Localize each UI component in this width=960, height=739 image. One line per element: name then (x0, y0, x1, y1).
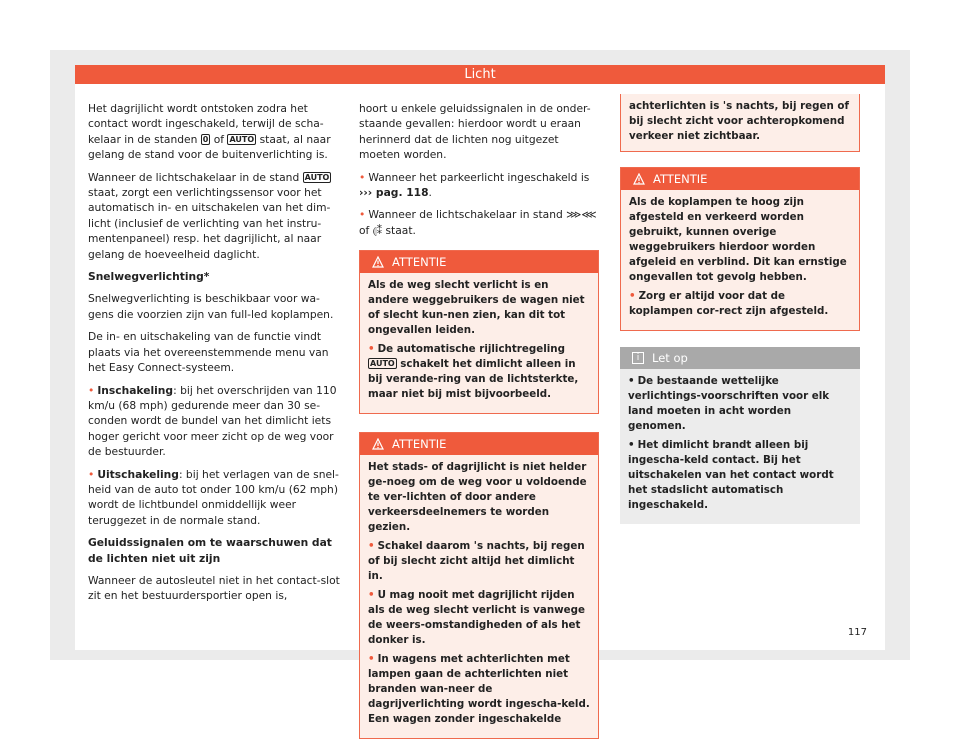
page-number: 117 (847, 627, 867, 638)
paragraph: Snelwegverlichting is beschikbaar voor wa-gens die voorzien zijn van full-led koplampen. (88, 292, 334, 321)
bullet-item: • U mag nooit met dagrijlicht rijden als de weg slecht verlicht is vanwege de weers-omstandigheden of als het donker is. (368, 589, 586, 647)
bullet-item: • Zorg er altijd voor dat de koplampen cor-rect zijn afgesteld. (629, 290, 829, 317)
bullet-item: • Het dimlicht brandt alleen bij ingescha-keld contact. Bij het uitschakelen van het contact wordt het stadslicht automatisch ingeschakeld. (628, 439, 834, 511)
bullet-icon: • (88, 467, 95, 481)
bullet-item: • Uitschakeling: bij het verlagen van de snel-heid van de auto tot onder 100 km/u (62 mph) wordt de lichtbundel onmiddellijk weer teruggezet in de normale stand. (88, 467, 339, 527)
bullet-icon: • (368, 589, 375, 602)
section-header: Licht (75, 65, 885, 84)
warning-box-header: ATTENTIE (621, 168, 859, 190)
manual-page (75, 65, 885, 726)
heading-snelwegverlichting: Snelwegverlichting* (88, 270, 210, 284)
warning-box-body: Het stads- of dagrijlicht is niet helder ge-noeg om de weg voor u voldoende te ver-lichten of door andere verkeersdeelnemers te worden gezien. • Schakel daarom 's nachts, bij regen of bij slecht zicht altijd het dimlicht in. • U mag nooit met dagrijlicht rijden als de weg slecht verlicht is vanwege de weers-omstandigheden of als het donker is. • In wagens met achterlichten met lampen gaan de achterlichten niet branden wan-neer de dagrijverlichting wordt ingescha-keld. Een wagen zonder ingeschakelde (368, 461, 590, 726)
warning-box-body: Als de weg slecht verlicht is en andere weggebruikers de wagen niet of slecht kun-nen zien, kan dit tot ongevallen leiden. • De automatische rijlichtregeling AUTO schakelt het dimlicht alleen in bij verande-ring van de lichtsterkte, maar niet bij mist bijvoorbeeld. (360, 273, 598, 413)
info-icon: i (632, 352, 644, 364)
auto-symbol: AUTO (229, 134, 255, 144)
paragraph: De in- en uitschakeling van de functie vindt plaats via het overeenstemmende menu van het Easy Connect-systeem. (88, 330, 329, 375)
paragraph: hoort u enkele geluidssignalen in de onder-staande gevallen: hierdoor wordt u eraan herinnerd dat de lichten nog uitgezet moeten worden. (359, 102, 591, 162)
column-2 (359, 101, 599, 739)
position-0-symbol: 0 (202, 134, 209, 144)
bullet-item: • Wanneer de lichtschakelaar in stand ⋙⋘ of ⦇⁑ staat. (359, 208, 597, 237)
warning-triangle-icon (372, 438, 384, 450)
warning-box-header: ATTENTIE (360, 433, 598, 455)
bullet-icon: • (628, 439, 635, 451)
bullet-icon: • (628, 375, 635, 387)
column-3 (620, 94, 860, 524)
warning-box-body: Als de koplampen te hoog zijn afgesteld en verkeerd worden gebruikt, kunnen overige weggebruikers hierdoor worden afgeleid en verblind. Dit kan ernstige ongevallen tot gevolg hebben. • Zorg er altijd voor dat de koplampen cor-rect zijn afgesteld. (621, 190, 859, 330)
warning-box-header: ATTENTIE (360, 251, 598, 273)
warning-box (620, 167, 860, 331)
bullet-item: • In wagens met achterlichten met lampen gaan de achterlichten niet branden wan-neer de dagrijverlichting wordt ingescha-keld. Een wagen zonder ingeschakelde (368, 653, 590, 726)
note-box (620, 347, 860, 524)
bullet-icon: • (629, 290, 636, 302)
bullet-icon: • (368, 540, 375, 553)
page-reference-link[interactable]: ››› pag. 118 (359, 186, 429, 200)
bullet-icon: • (359, 170, 366, 184)
column-1 (88, 101, 343, 611)
bullet-icon: • (368, 343, 375, 356)
bullet-icon: • (88, 383, 95, 397)
note-box-body (620, 369, 860, 524)
warning-box (359, 432, 599, 739)
warning-triangle-icon (372, 256, 384, 268)
bullet-icon: • (359, 208, 366, 222)
paragraph: Wanneer de autosleutel niet in het contact-slot zit en het bestuurdersportier open is, (88, 573, 340, 603)
paragraph: Het dagrijlicht wordt ontstoken zodra het contact wordt ingeschakeld, terwijl de scha-kelaar in de standen 0 of AUTO staat, al naar gelang de stand voor de buitenverlichting is. (88, 102, 331, 162)
heading-geluidssignalen: Geluidssignalen om te waarschuwen dat de lichten niet uit zijn (88, 536, 332, 565)
bullet-item: • Wanneer het parkeerlicht ingeschakeld is ››› pag. 118. (359, 170, 590, 200)
warning-box-continued: achterlichten is 's nachts, bij regen of bij slecht zicht voor achteropkomend verkeer niet zichtbaar. (620, 94, 860, 152)
note-box-header: i Let op (620, 347, 860, 369)
bullet-item: • De bestaande wettelijke verlichtings-voorschriften voor elk land moeten in acht worden genomen. (628, 375, 830, 432)
bullet-item: • Inschakeling: bij het overschrijden van 110 km/u (68 mph) gedurende meer dan 30 se-conden wordt de bundel van het dimlicht iets hoger gericht voor meer zicht op de weg voor de bestuurder. (88, 383, 337, 459)
bullet-icon: • (368, 653, 375, 666)
bullet-item: • De automatische rijlichtregeling AUTO schakelt het dimlicht alleen in bij verande-ring van de lichtsterkte, maar niet bij mist bijvoorbeeld. (368, 343, 579, 401)
warning-box (359, 250, 599, 414)
auto-symbol: AUTO (304, 172, 330, 182)
paragraph: Wanneer de lichtschakelaar in de stand AUTO staat, zorgt een verlichtingssensor voor het automatisch in- en uitschakelen van het dim-licht (inclusief de verlichting van het instru-mentenpaneel) resp. het dagrijlicht, al naar gelang de hoeveelheid daglicht. (88, 170, 331, 261)
bullet-item: • Schakel daarom 's nachts, bij regen of bij slecht zicht altijd het dimlicht in. (368, 540, 585, 583)
auto-symbol: AUTO (370, 359, 395, 369)
warning-triangle-icon (633, 173, 645, 185)
